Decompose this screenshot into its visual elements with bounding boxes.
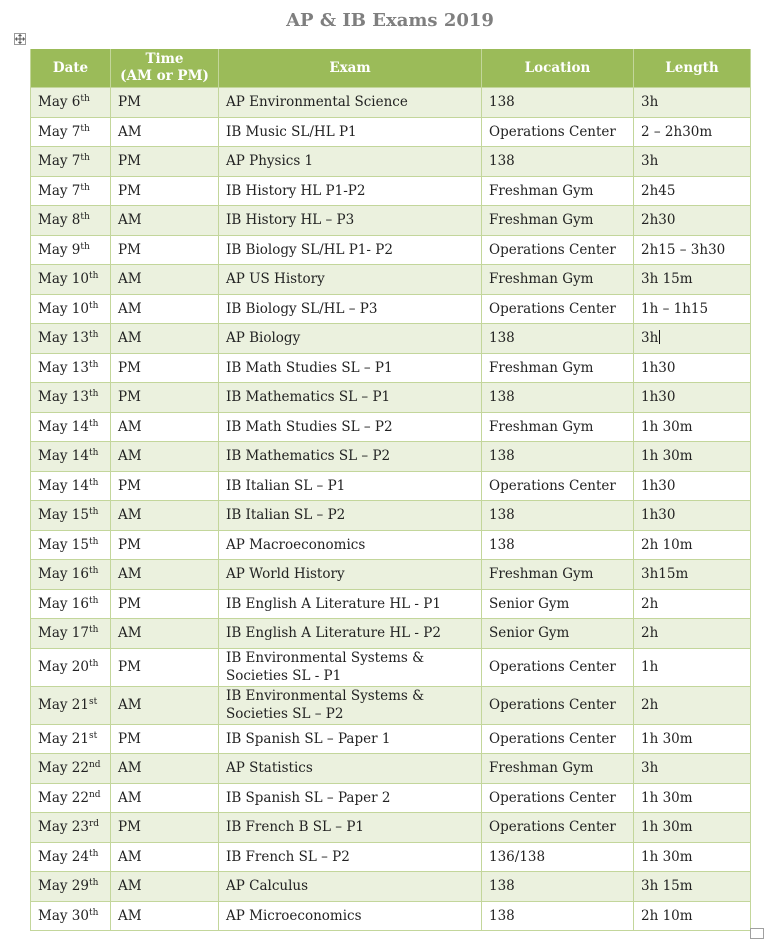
date-suffix: th: [88, 625, 99, 636]
cell-location[interactable]: Operations Center: [482, 471, 634, 501]
date-text: May 14: [38, 448, 89, 465]
cell-date[interactable]: [31, 783, 111, 813]
cell-date[interactable]: [31, 901, 111, 931]
date-text: May 21: [38, 730, 89, 747]
length-text: 3h: [641, 760, 659, 777]
cell-location[interactable]: 138: [482, 442, 634, 472]
cell-location[interactable]: 138: [482, 147, 634, 177]
length-text: 1h30: [641, 477, 676, 494]
cell-date[interactable]: [31, 176, 111, 206]
date-suffix: th: [88, 907, 99, 918]
date-text: May 8: [38, 212, 81, 229]
table-row: [31, 501, 751, 531]
cell-exam[interactable]: IB Math Studies SL – P2: [219, 412, 482, 442]
table-row: [31, 294, 751, 324]
length-text: 1h 30m: [641, 789, 693, 806]
cell-date[interactable]: [31, 724, 111, 754]
date-text: May 16: [38, 595, 89, 612]
cell-exam[interactable]: IB Biology SL/HL P1- P2: [219, 235, 482, 265]
cell-exam[interactable]: IB Environmental Systems & Societies SL - P1: [219, 648, 482, 686]
table-row: [31, 265, 751, 295]
header-date: Date: [31, 49, 111, 88]
cell-date[interactable]: [31, 353, 111, 383]
date-text: May 13: [38, 389, 89, 406]
length-text: 2 – 2h30m: [641, 123, 713, 140]
cell-length[interactable]: [634, 686, 751, 724]
cell-exam[interactable]: IB Italian SL – P2: [219, 501, 482, 531]
cell-date[interactable]: [31, 88, 111, 118]
cell-date[interactable]: [31, 383, 111, 413]
date-suffix: th: [88, 330, 99, 341]
date-text: May 21: [38, 697, 89, 713]
cell-exam[interactable]: IB History HL P1-P2: [219, 176, 482, 206]
cell-length[interactable]: [634, 442, 751, 472]
cell-location[interactable]: Operations Center: [482, 686, 634, 724]
cell-exam[interactable]: IB History HL – P3: [219, 206, 482, 236]
cell-length[interactable]: [634, 783, 751, 813]
cell-exam[interactable]: IB French B SL – P1: [219, 813, 482, 843]
table-row: [31, 471, 751, 501]
cell-time[interactable]: AM: [111, 783, 219, 813]
date-suffix: th: [80, 212, 90, 223]
cell-time[interactable]: PM: [111, 176, 219, 206]
date-suffix: th: [88, 566, 99, 577]
cell-date[interactable]: [31, 412, 111, 442]
cell-location[interactable]: 138: [482, 530, 634, 560]
cell-length[interactable]: [634, 353, 751, 383]
cell-date[interactable]: [31, 589, 111, 619]
date-suffix: th: [88, 271, 99, 282]
length-text: 2h15 – 3h30: [641, 241, 726, 258]
cell-location[interactable]: Freshman Gym: [482, 754, 634, 784]
cell-location[interactable]: 138: [482, 501, 634, 531]
cell-location[interactable]: 136/138: [482, 842, 634, 872]
cell-location[interactable]: Freshman Gym: [482, 560, 634, 590]
cell-location[interactable]: Operations Center: [482, 294, 634, 324]
exam-schedule-table: [30, 49, 751, 931]
length-text: 3h 15m: [641, 271, 693, 288]
cell-length[interactable]: [634, 265, 751, 295]
cell-date[interactable]: [31, 324, 111, 354]
date-suffix: nd: [88, 760, 101, 771]
cell-date[interactable]: [31, 442, 111, 472]
cell-time[interactable]: PM: [111, 589, 219, 619]
cell-exam[interactable]: AP Microeconomics: [219, 901, 482, 931]
length-text: 1h30: [641, 359, 676, 376]
date-text: May 22: [38, 760, 89, 777]
header-length: Length: [634, 49, 751, 88]
cell-exam[interactable]: IB Italian SL – P1: [219, 471, 482, 501]
cell-length[interactable]: [634, 117, 751, 147]
length-text: 1h 30m: [641, 730, 693, 747]
cell-time[interactable]: PM: [111, 724, 219, 754]
date-suffix: th: [88, 595, 99, 606]
table-row: [31, 754, 751, 784]
length-text: 2h 10m: [641, 536, 693, 553]
cell-time[interactable]: AM: [111, 442, 219, 472]
date-suffix: th: [80, 94, 90, 105]
table-row: [31, 324, 751, 354]
cell-date[interactable]: [31, 265, 111, 295]
cell-length[interactable]: [634, 471, 751, 501]
date-suffix: nd: [88, 789, 101, 800]
cell-exam[interactable]: IB Spanish SL – Paper 1: [219, 724, 482, 754]
header-location: Location: [482, 49, 634, 88]
table-row: [31, 560, 751, 590]
length-text: 1h 30m: [641, 418, 693, 435]
table-row: [31, 176, 751, 206]
date-suffix: th: [88, 848, 99, 859]
cell-length[interactable]: [634, 412, 751, 442]
cell-location[interactable]: Freshman Gym: [482, 412, 634, 442]
cell-time[interactable]: AM: [111, 686, 219, 724]
table-row: [31, 88, 751, 118]
table-row: [31, 783, 751, 813]
table-row: [31, 206, 751, 236]
table-row: [31, 117, 751, 147]
date-text: May 29: [38, 878, 89, 895]
cell-time[interactable]: PM: [111, 147, 219, 177]
date-text: May 13: [38, 359, 89, 376]
length-text: 3h 15m: [641, 878, 693, 895]
cell-time[interactable]: AM: [111, 206, 219, 236]
cell-date[interactable]: [31, 235, 111, 265]
cell-location[interactable]: Freshman Gym: [482, 176, 634, 206]
cell-time[interactable]: AM: [111, 901, 219, 931]
cell-date[interactable]: [31, 294, 111, 324]
cell-exam[interactable]: AP Calculus: [219, 872, 482, 902]
move-arrows-icon[interactable]: [14, 33, 26, 45]
header-time-label: Time: [145, 51, 184, 67]
table-body: [31, 88, 751, 931]
table-header-row: [31, 49, 751, 88]
cell-length[interactable]: [634, 176, 751, 206]
date-text: May 10: [38, 300, 89, 317]
date-text: May 17: [38, 625, 89, 642]
cell-time[interactable]: AM: [111, 412, 219, 442]
cell-exam[interactable]: IB Mathematics SL – P1: [219, 383, 482, 413]
table-row: [31, 724, 751, 754]
cell-time[interactable]: PM: [111, 88, 219, 118]
document-title: AP & IB Exams 2019: [286, 10, 494, 31]
cell-time[interactable]: AM: [111, 117, 219, 147]
cell-location[interactable]: Freshman Gym: [482, 353, 634, 383]
date-suffix: th: [88, 300, 99, 311]
date-text: May 24: [38, 848, 89, 865]
table-row: [31, 813, 751, 843]
cell-time[interactable]: PM: [111, 530, 219, 560]
length-text: 2h: [641, 595, 659, 612]
length-text: 2h30: [641, 212, 676, 229]
cell-time[interactable]: AM: [111, 560, 219, 590]
text-cursor: [659, 330, 660, 344]
cell-length[interactable]: [634, 383, 751, 413]
table-row: [31, 235, 751, 265]
cell-location[interactable]: Operations Center: [482, 813, 634, 843]
date-text: May 14: [38, 418, 89, 435]
table-row: [31, 353, 751, 383]
date-suffix: th: [88, 536, 99, 547]
date-text: May 16: [38, 566, 89, 583]
cell-date[interactable]: [31, 147, 111, 177]
cell-location[interactable]: 138: [482, 324, 634, 354]
date-text: May 15: [38, 536, 89, 553]
cell-location[interactable]: 138: [482, 88, 634, 118]
cell-length[interactable]: [634, 235, 751, 265]
cell-location[interactable]: Senior Gym: [482, 589, 634, 619]
cell-location[interactable]: 138: [482, 872, 634, 902]
table-row: [31, 412, 751, 442]
cell-length[interactable]: [634, 813, 751, 843]
cell-date[interactable]: [31, 530, 111, 560]
cell-time[interactable]: PM: [111, 813, 219, 843]
cell-date[interactable]: [31, 501, 111, 531]
cell-time[interactable]: AM: [111, 324, 219, 354]
table-row: [31, 147, 751, 177]
length-text: 3h15m: [641, 566, 689, 583]
cell-exam[interactable]: IB Math Studies SL – P1: [219, 353, 482, 383]
cell-time[interactable]: AM: [111, 501, 219, 531]
cell-length[interactable]: [634, 842, 751, 872]
cell-length[interactable]: [634, 530, 751, 560]
cell-exam[interactable]: AP Macroeconomics: [219, 530, 482, 560]
date-suffix: th: [88, 448, 99, 459]
date-text: May 30: [38, 907, 89, 924]
length-text: 1h – 1h15: [641, 300, 709, 317]
header-exam: Exam: [219, 49, 482, 88]
cell-length[interactable]: [634, 589, 751, 619]
cell-length[interactable]: [634, 648, 751, 686]
cell-exam[interactable]: AP Environmental Science: [219, 88, 482, 118]
length-text: 1h: [641, 659, 659, 675]
length-text: 2h: [641, 625, 659, 642]
cell-length[interactable]: [634, 619, 751, 649]
cell-exam[interactable]: AP World History: [219, 560, 482, 590]
length-text: 1h 30m: [641, 448, 693, 465]
date-suffix: th: [80, 123, 90, 134]
cell-date[interactable]: [31, 648, 111, 686]
date-suffix: th: [88, 878, 99, 889]
date-suffix: th: [88, 507, 99, 518]
date-suffix: th: [88, 389, 99, 400]
cell-date[interactable]: [31, 206, 111, 236]
cell-location[interactable]: Operations Center: [482, 117, 634, 147]
cell-location[interactable]: 138: [482, 901, 634, 931]
date-text: May 7: [38, 182, 81, 199]
length-text: 1h30: [641, 389, 676, 406]
cell-location[interactable]: Operations Center: [482, 648, 634, 686]
cell-exam[interactable]: IB English A Literature HL - P1: [219, 589, 482, 619]
cell-length[interactable]: [634, 901, 751, 931]
cell-length[interactable]: [634, 501, 751, 531]
length-text: 2h: [641, 697, 659, 713]
cell-exam[interactable]: AP US History: [219, 265, 482, 295]
cell-time[interactable]: AM: [111, 872, 219, 902]
cell-time[interactable]: AM: [111, 842, 219, 872]
date-text: May 20: [38, 659, 89, 675]
cell-length[interactable]: [634, 294, 751, 324]
cell-exam[interactable]: AP Physics 1: [219, 147, 482, 177]
cell-date[interactable]: [31, 842, 111, 872]
table-row: [31, 842, 751, 872]
date-suffix: rd: [88, 819, 100, 830]
date-text: May 7: [38, 153, 81, 170]
cell-exam[interactable]: IB Mathematics SL – P2: [219, 442, 482, 472]
length-text: 3h: [641, 94, 659, 111]
date-suffix: th: [88, 359, 99, 370]
date-text: May 6: [38, 94, 81, 111]
date-text: May 22: [38, 789, 89, 806]
cell-date[interactable]: [31, 471, 111, 501]
cell-time[interactable]: PM: [111, 235, 219, 265]
cell-location[interactable]: Operations Center: [482, 783, 634, 813]
cell-exam[interactable]: IB Environmental Systems & Societies SL – P2: [219, 686, 482, 724]
length-text: 1h 30m: [641, 819, 693, 836]
table-row: [31, 648, 751, 686]
resize-handle-icon[interactable]: [750, 928, 764, 939]
date-text: May 7: [38, 123, 81, 140]
date-suffix: th: [80, 153, 90, 164]
header-time: [111, 49, 219, 88]
cell-date[interactable]: [31, 754, 111, 784]
cell-exam[interactable]: IB Spanish SL – Paper 2: [219, 783, 482, 813]
cell-length[interactable]: [634, 147, 751, 177]
date-suffix: th: [88, 477, 99, 488]
date-suffix: th: [80, 182, 90, 193]
table-row: [31, 442, 751, 472]
cell-exam[interactable]: IB Biology SL/HL – P3: [219, 294, 482, 324]
cell-time[interactable]: PM: [111, 471, 219, 501]
date-suffix: st: [88, 697, 98, 707]
cell-date[interactable]: [31, 686, 111, 724]
cell-time[interactable]: AM: [111, 265, 219, 295]
date-suffix: th: [80, 241, 90, 252]
cell-exam[interactable]: AP Biology: [219, 324, 482, 354]
header-time-sublabel: (AM or PM): [120, 68, 209, 84]
length-text: 3h: [641, 330, 659, 347]
date-text: May 23: [38, 819, 89, 836]
cell-length[interactable]: [634, 206, 751, 236]
date-suffix: st: [88, 730, 98, 741]
length-text: 1h 30m: [641, 848, 693, 865]
cell-exam[interactable]: IB French SL – P2: [219, 842, 482, 872]
cell-location[interactable]: Senior Gym: [482, 619, 634, 649]
table-row: [31, 901, 751, 931]
table-row: [31, 383, 751, 413]
table-row: [31, 686, 751, 724]
cell-date[interactable]: [31, 872, 111, 902]
length-text: 2h45: [641, 182, 676, 199]
cell-location[interactable]: 138: [482, 383, 634, 413]
date-text: May 15: [38, 507, 89, 524]
date-suffix: th: [88, 659, 99, 669]
cell-exam[interactable]: IB Music SL/HL P1: [219, 117, 482, 147]
cell-location[interactable]: Operations Center: [482, 235, 634, 265]
cell-location[interactable]: Operations Center: [482, 724, 634, 754]
cell-time[interactable]: AM: [111, 294, 219, 324]
length-text: 3h: [641, 153, 659, 170]
cell-location[interactable]: Freshman Gym: [482, 265, 634, 295]
cell-time[interactable]: AM: [111, 619, 219, 649]
cell-length[interactable]: [634, 88, 751, 118]
cell-date[interactable]: [31, 813, 111, 843]
table-row: [31, 530, 751, 560]
cell-exam[interactable]: IB English A Literature HL - P2: [219, 619, 482, 649]
date-suffix: th: [88, 418, 99, 429]
cell-length[interactable]: [634, 754, 751, 784]
table-row: [31, 619, 751, 649]
cell-location[interactable]: Freshman Gym: [482, 206, 634, 236]
cell-date[interactable]: [31, 560, 111, 590]
date-text: May 13: [38, 330, 89, 347]
cell-time[interactable]: PM: [111, 383, 219, 413]
cell-length[interactable]: [634, 560, 751, 590]
cell-date[interactable]: [31, 619, 111, 649]
date-text: May 10: [38, 271, 89, 288]
table-row: [31, 872, 751, 902]
length-text: 2h 10m: [641, 907, 693, 924]
date-text: May 9: [38, 241, 81, 258]
cell-time[interactable]: PM: [111, 353, 219, 383]
cell-exam[interactable]: AP Statistics: [219, 754, 482, 784]
length-text: 1h30: [641, 507, 676, 524]
date-text: May 14: [38, 477, 89, 494]
cell-length[interactable]: [634, 724, 751, 754]
cell-time[interactable]: PM: [111, 648, 219, 686]
cell-date[interactable]: [31, 117, 111, 147]
table-row: [31, 589, 751, 619]
cell-length[interactable]: [634, 872, 751, 902]
cell-length[interactable]: [634, 324, 751, 354]
cell-time[interactable]: AM: [111, 754, 219, 784]
